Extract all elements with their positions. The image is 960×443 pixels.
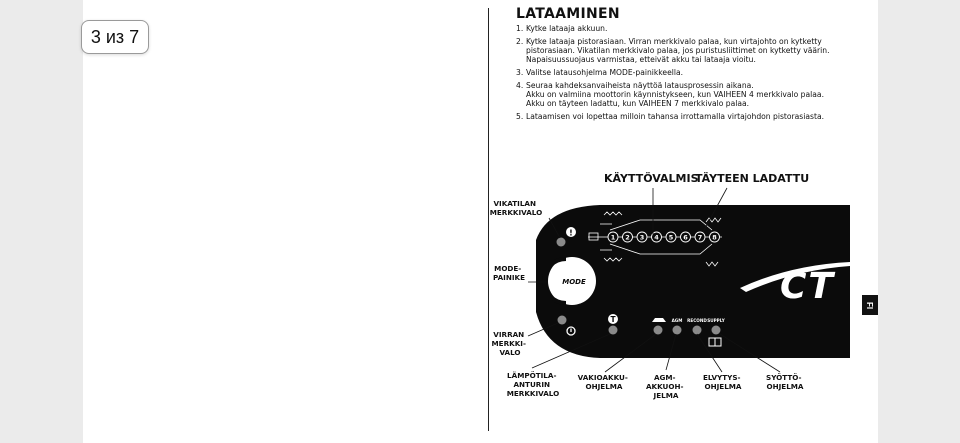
- language-tab-label: FI: [865, 301, 875, 309]
- recond-light: [693, 326, 702, 335]
- temp-icon-mark: T: [610, 315, 616, 324]
- normal-light: [654, 326, 663, 335]
- item-text: Lataamisen voi lopettaa milloin tahansa irrottamalla virtajohdon pistorasiasta.: [526, 112, 825, 121]
- mode-button-label: MODE: [562, 278, 586, 286]
- item-text: Kytke lataaja akkuun.: [526, 24, 608, 33]
- temp-label: LÄMPÖTILA- ANTURIN MERKKIVALO: [506, 371, 560, 398]
- power-label: VIRRAN MERKKI- VALO: [491, 330, 526, 357]
- step-number: 5: [668, 233, 674, 242]
- agm-program-label: AGM- AKKUOH- JELMA: [645, 373, 684, 400]
- item-text: pistorasiaan. Vikatilan merkkivalo palaa, jos puristusliittimet on kytketty väärin.: [526, 46, 830, 55]
- step-number: 8: [712, 233, 717, 242]
- agm-light: [673, 326, 682, 335]
- supply-light: [712, 326, 721, 335]
- temp-light: [609, 326, 618, 335]
- item-number: 2.: [516, 36, 524, 46]
- item-text: Kytke lataaja pistorasiaan. Virran merkkivalo palaa, kun virtajohto on kytketty: [526, 36, 822, 46]
- item-text: Napaisuussuojaus varmistaa, etteivät akku tai lataaja vioitu.: [526, 55, 756, 65]
- page-indicator: 3 из 7: [81, 20, 149, 54]
- language-tab: [862, 295, 878, 315]
- item-text: Akku on täyteen ladattu, kun VAIHEEN 7 merkkivalo palaa.: [526, 99, 750, 109]
- step-number: 6: [683, 233, 688, 242]
- normal-label: VAKIOAKKU- OHJELMA: [577, 373, 628, 391]
- step-number: 1: [610, 233, 616, 242]
- item-text: Seuraa kahdeksanvaiheista näyttöä latausprosessin aikana.: [526, 80, 754, 90]
- item-number: 1.: [516, 24, 524, 33]
- recond-label: RECOND: [687, 318, 707, 323]
- step-number: 3: [639, 233, 645, 242]
- power-light: [558, 316, 567, 325]
- supply-program-label: SYÖTTÖ- OHJELMA: [766, 373, 804, 391]
- mode-label: MODE- PAINIKE: [492, 264, 526, 282]
- item-number: 3.: [516, 68, 524, 77]
- step-number: 7: [697, 233, 703, 242]
- item-text: Valitse latausohjelma MODE-painikkeella.: [526, 68, 684, 77]
- agm-label: AGM: [671, 318, 683, 323]
- ready-label: KÄYTTÖVALMIS: [604, 172, 699, 185]
- full-label: TÄYTEEN LADATTU: [695, 172, 810, 185]
- recond-program-label: ELVYTYS- OHJELMA: [702, 373, 742, 391]
- step-number: 2: [625, 233, 630, 242]
- brand-logo: CT: [780, 266, 835, 307]
- fault-label: VIKATILAN MERKKIVALO: [489, 199, 543, 217]
- section-title: LATAAMINEN: [516, 6, 620, 22]
- item-number: 4.: [516, 80, 524, 90]
- fault-light: [557, 238, 566, 247]
- item-text: Akku on valmiina moottorin käynnistykseen, kun VAIHEEN 4 merkkivalo palaa.: [526, 90, 824, 99]
- supply-label: SUPPLY: [707, 318, 725, 323]
- item-number: 5.: [516, 112, 524, 121]
- fault-icon-mark: !: [569, 228, 573, 238]
- step-number: 4: [654, 233, 659, 242]
